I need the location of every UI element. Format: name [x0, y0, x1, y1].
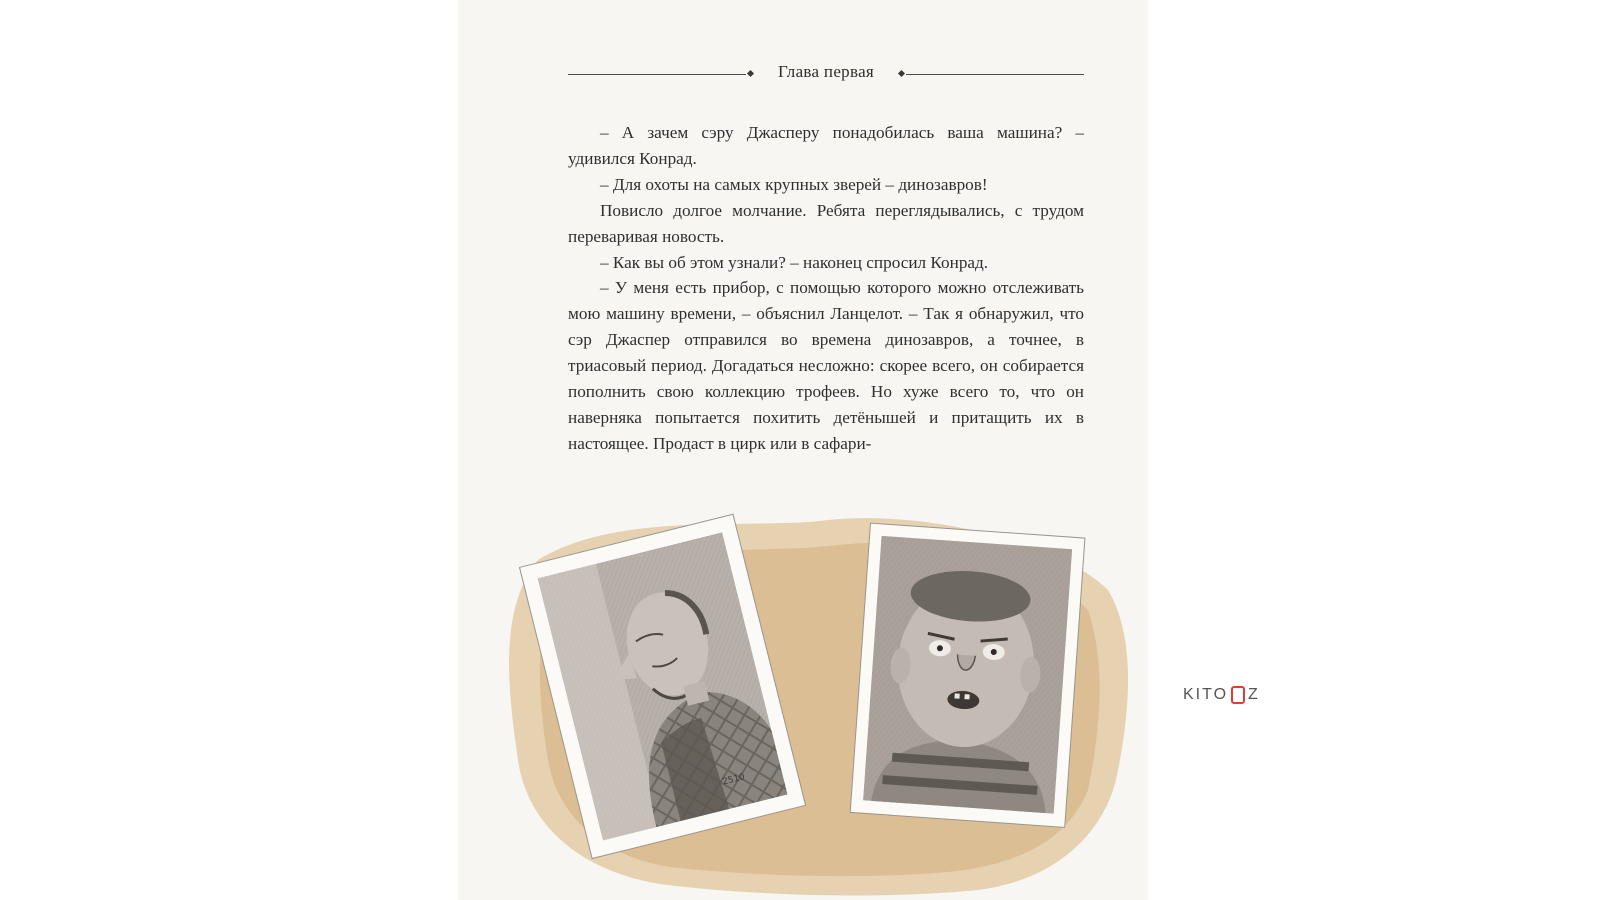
kitobz-watermark-logo — [1183, 686, 1260, 704]
photo-stout-man — [850, 523, 1085, 827]
body-text — [568, 120, 1084, 457]
watermark-left-text: KITO — [1183, 686, 1229, 703]
chapter-title: Глава первая — [777, 62, 875, 81]
book-page — [458, 0, 1148, 900]
chapter-header — [568, 60, 1084, 90]
portrait-photos-illustration — [498, 500, 1138, 900]
paragraph: – Для охоты на самых крупных зверей – динозавров! — [600, 174, 988, 194]
book-icon — [1231, 686, 1245, 704]
photo-number-tag: 2510 — [721, 772, 747, 788]
paragraph: – А зачем сэру Джасперу понадобилась ваша машина? – удивился Конрад. — [568, 123, 1084, 168]
header-rule-right — [906, 74, 1084, 75]
paragraph: – Как вы об этом узнали? – наконец спросил Конрад. — [600, 252, 989, 272]
paragraph: Повисло долгое молчание. Ребята переглядывались, с трудом переваривая новость. — [568, 200, 1084, 246]
paragraph: – У меня есть прибор, с помощью которого можно отслеживать мою машину времени, – объяснил Ланцелот. – Так я обнаружил, что сэр Джаспер отправился во времена динозавров, а точнее, в триасовый период. Догадаться несложно: скорее всего, он собирается пополнить свою коллекцию трофеев. Но хуже всего то, что он наверняка попытается похитить детёнышей и притащить их в настоящее. Продаст в цирк или в сафари- — [568, 278, 1084, 453]
watermark-right-text: Z — [1248, 686, 1260, 703]
